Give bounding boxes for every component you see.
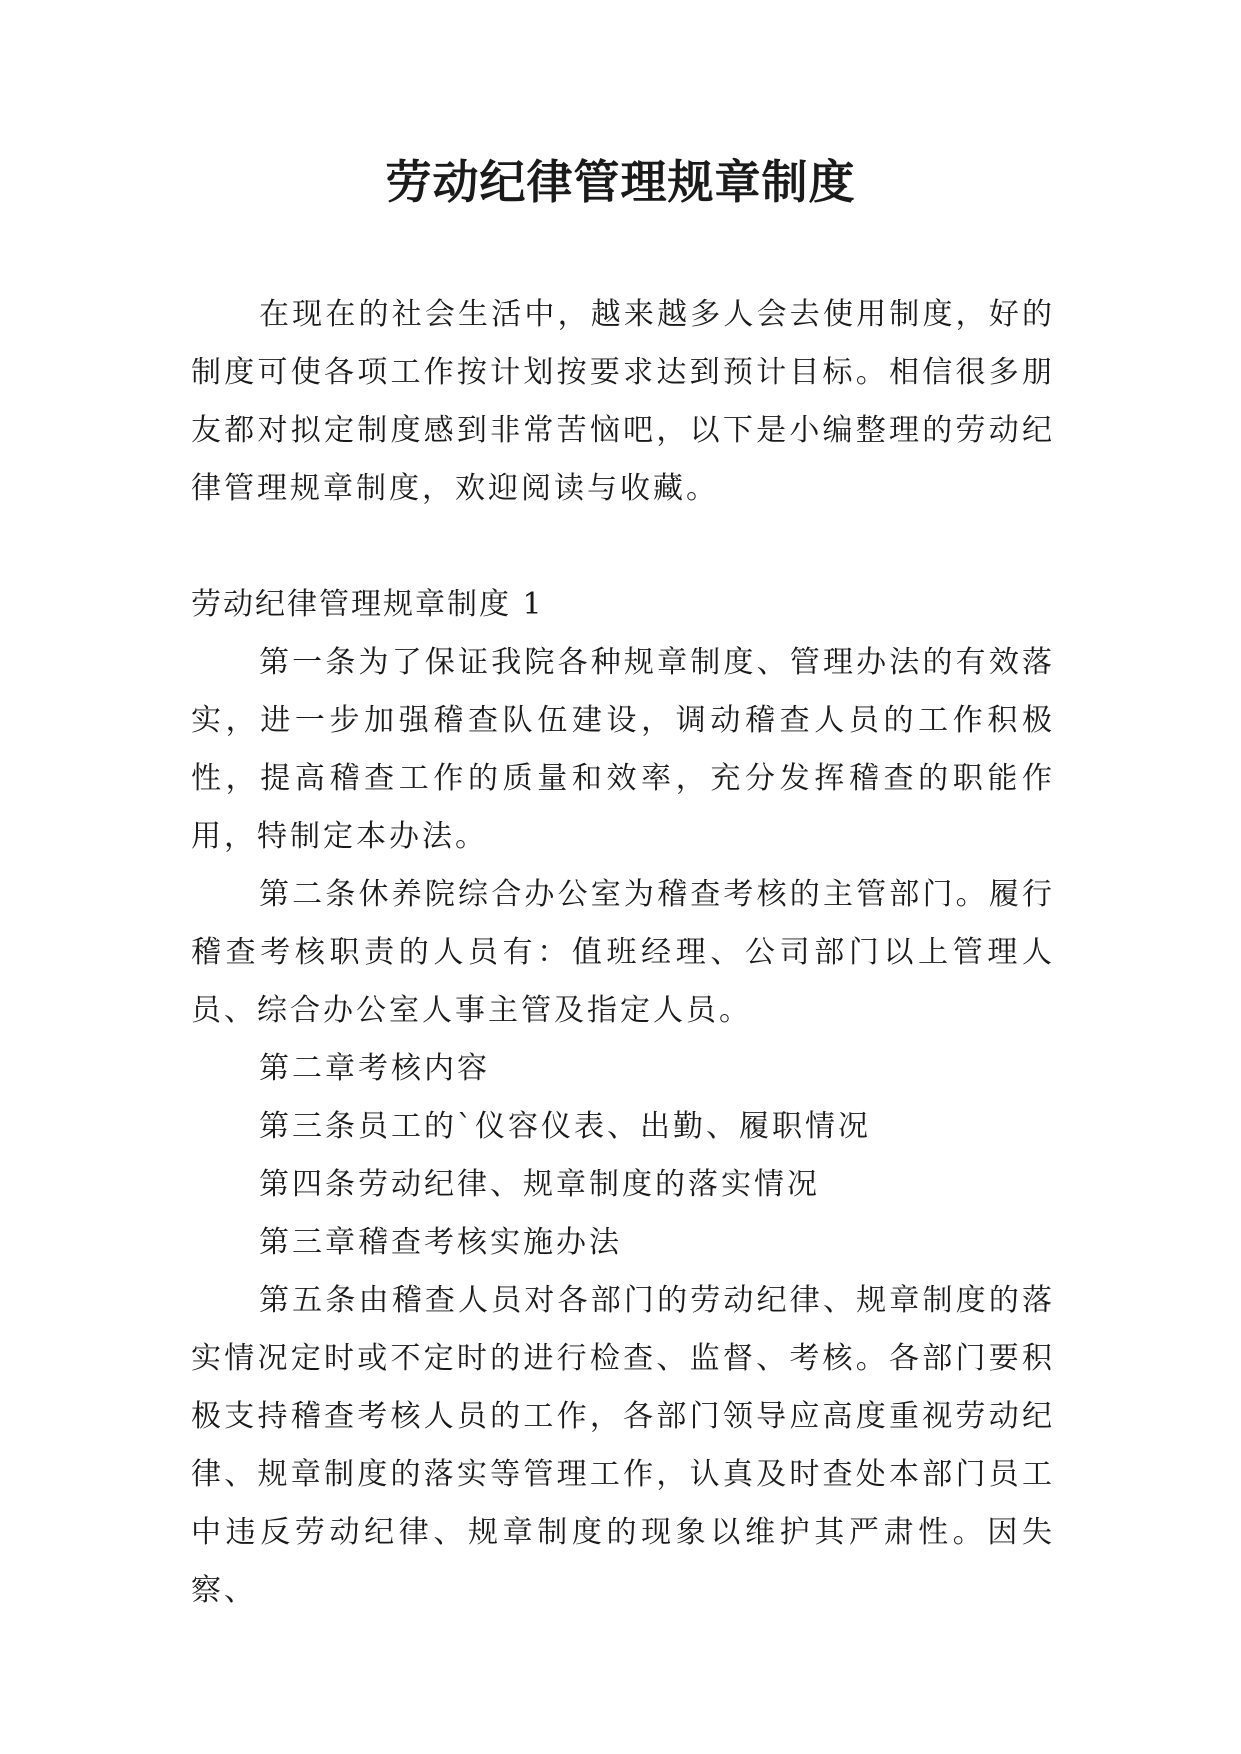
paragraph-spacer [191,518,1055,576]
article-5-paragraph: 第五条由稽查人员对各部门的劳动纪律、规章制度的落实情况定时或不定时的进行检查、监督、考核。各部门要积极支持稽查考核人员的工作，各部门领导应高度重视劳动纪律、规章制度的落实等管理工作，认真及时查处本部门员工中违反劳动纪律、规章制度的现象以维护其严肃性。因失察、 [191,1283,1055,1608]
article-3-paragraph: 第三条员工的`仪容仪表、出勤、履职情况 [259,1109,871,1144]
article-2-paragraph: 第二条休养院综合办公室为稽查考核的主管部门。履行稽查考核职责的人员有：值班经理、公司部门以上管理人员、综合办公室人事主管及指定人员。 [191,877,1055,1028]
document-body [191,286,1055,1620]
article-4-paragraph: 第四条劳动纪律、规章制度的落实情况 [259,1167,820,1202]
section-title: 劳动纪律管理规章制度 1 [191,587,544,622]
document-title: 劳动纪律管理规章制度 [385,155,856,209]
chapter-2-heading: 第二章考核内容 [259,1051,490,1086]
intro-paragraph: 在现在的社会生活中，越来越多人会去使用制度，好的制度可使各项工作按计划按要求达到预计目标。相信很多朋友都对拟定制度感到非常苦恼吧，以下是小编整理的劳动纪律管理规章制度，欢迎阅读与收藏。 [191,297,1055,506]
article-1-paragraph: 第一条为了保证我院各种规章制度、管理办法的有效落实，进一步加强稽查队伍建设，调动稽查人员的工作积极性，提高稽查工作的质量和效率，充分发挥稽查的职能作用，特制定本办法。 [191,645,1055,854]
chapter-3-heading: 第三章稽查考核实施办法 [259,1225,622,1260]
